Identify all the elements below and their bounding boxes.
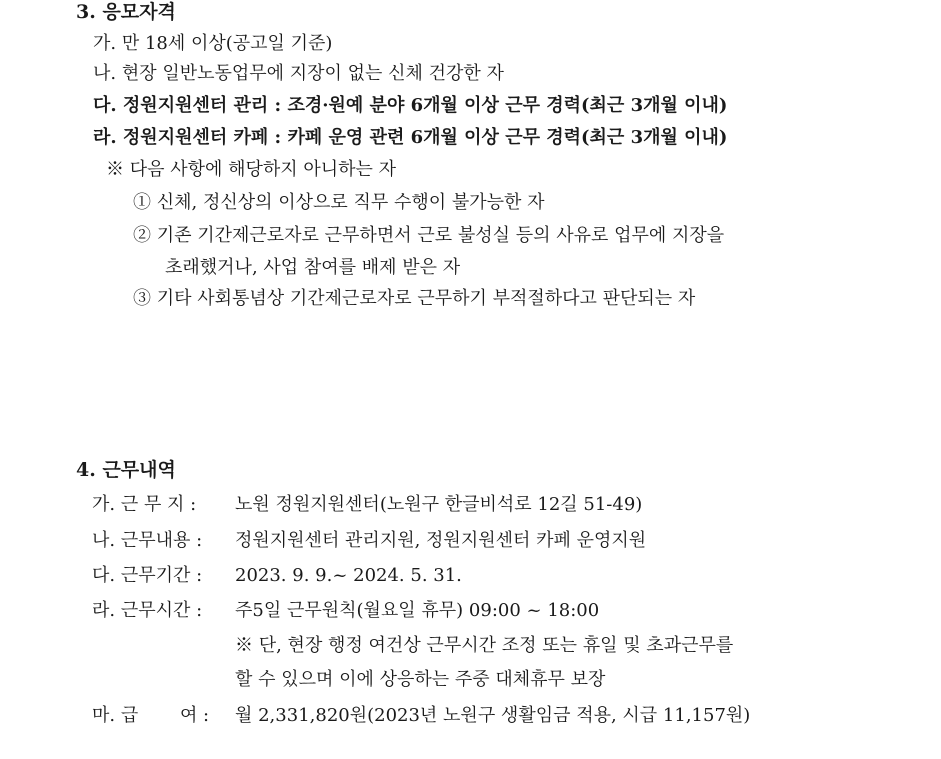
exclusion-item-continued: 초래했거나, 사업 참여를 배제 받은 자 xyxy=(165,257,461,278)
row-label: 나. 근무내용 : xyxy=(92,530,203,551)
row-value: 정원지원센터 관리지원, 정원지원센터 카페 운영지원 xyxy=(235,530,647,551)
row-label: 라. 근무시간 : xyxy=(92,600,203,621)
qualification-item: 나. 현장 일반노동업무에 지장이 없는 신체 건강한 자 xyxy=(93,63,504,84)
hours-note: 할 수 있으며 이에 상응하는 주중 대체휴무 보장 xyxy=(235,669,606,690)
row-label: 마. 급 여 : xyxy=(92,705,210,726)
work-row-period xyxy=(92,564,462,588)
section-4-heading: 4. 근무내역 xyxy=(76,459,176,481)
work-row-hours xyxy=(92,599,600,623)
row-label: 가. 근 무 지 : xyxy=(92,494,197,515)
row-value: 노원 정원지원센터(노원구 한글비석로 12길 51-49) xyxy=(235,494,643,515)
section-3-heading: 3. 응모자격 xyxy=(76,1,176,23)
row-label: 다. 근무기간 : xyxy=(92,565,203,586)
qualification-item: 라. 정원지원센터 카페 : 카페 운영 관련 6개월 이상 근무 경력(최근 3개월 이내) xyxy=(93,127,728,148)
row-value: 월 2,331,820원(2023년 노원구 생활임금 적용, 시급 11,157원) xyxy=(235,705,751,726)
exclusion-item: ③ 기타 사회통념상 기간제근로자로 근무하기 부적절하다고 판단되는 자 xyxy=(133,288,696,309)
exclusion-note: ※ 다음 사항에 해당하지 아니하는 자 xyxy=(106,159,397,180)
qualification-item: 가. 만 18세 이상(공고일 기준) xyxy=(93,33,333,54)
qualification-item: 다. 정원지원센터 관리 : 조경·원예 분야 6개월 이상 근무 경력(최근 3개월 이내) xyxy=(93,95,728,116)
work-row-content xyxy=(92,529,647,553)
exclusion-item: ① 신체, 정신상의 이상으로 직무 수행이 불가능한 자 xyxy=(133,192,545,213)
work-row-pay xyxy=(92,704,751,728)
exclusion-item: ② 기존 기간제근로자로 근무하면서 근로 불성실 등의 사유로 업무에 지장을 xyxy=(133,225,725,246)
work-row-location xyxy=(92,493,643,517)
row-value: 2023. 9. 9.~ 2024. 5. 31. xyxy=(235,565,462,586)
row-value: 주5일 근무원칙(월요일 휴무) 09:00 ~ 18:00 xyxy=(235,600,600,621)
hours-note: ※ 단, 현장 행정 여건상 근무시간 조정 또는 휴일 및 초과근무를 xyxy=(235,635,734,656)
